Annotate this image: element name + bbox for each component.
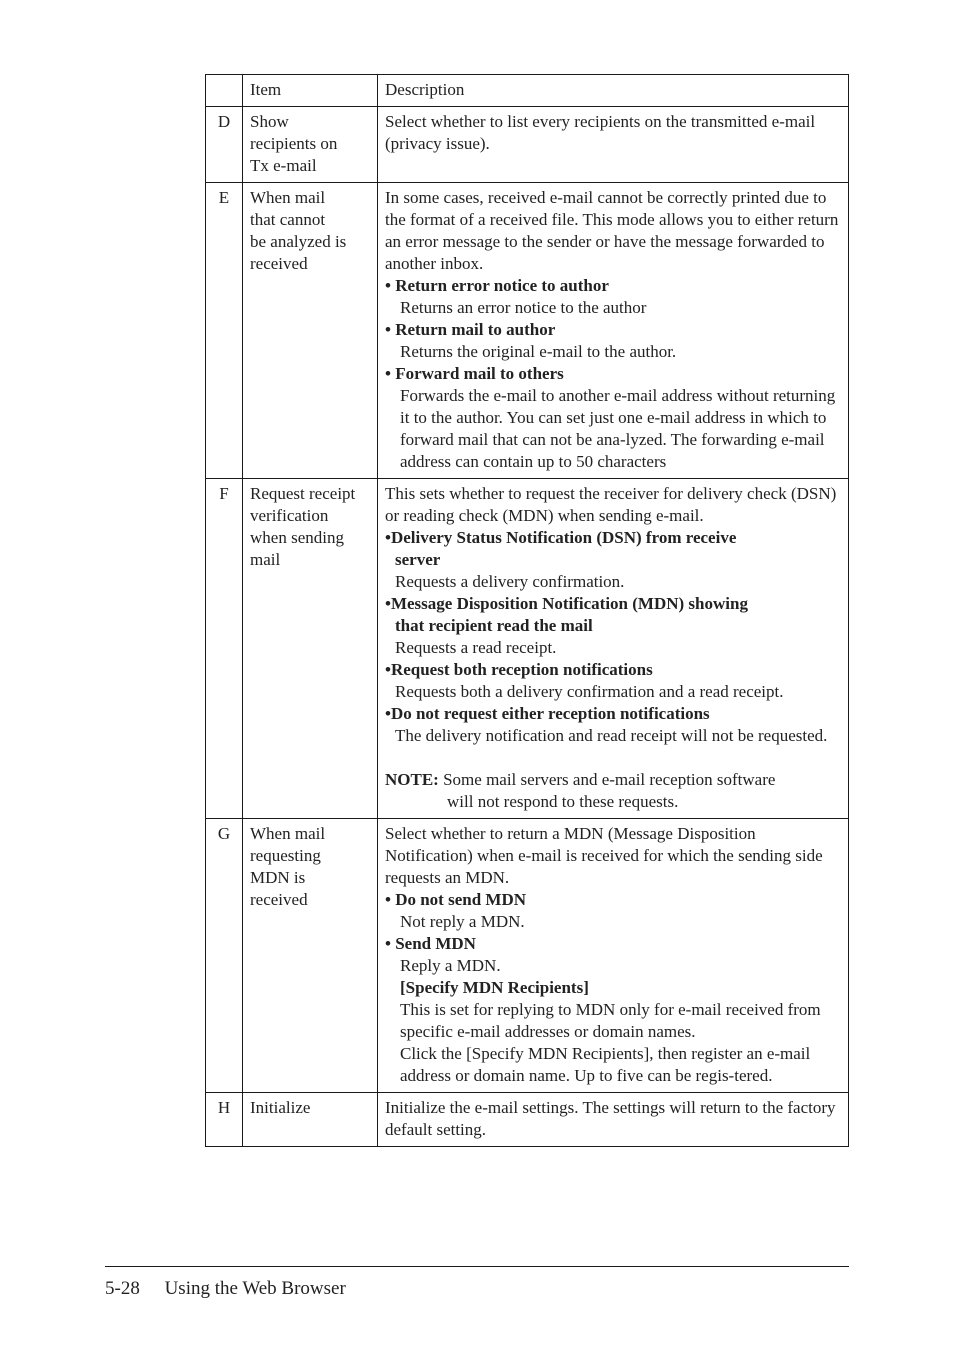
item-line: requesting xyxy=(250,846,321,865)
row-id: H xyxy=(206,1093,243,1147)
row-item xyxy=(243,183,378,479)
option-description: Requests a read receipt. xyxy=(395,638,557,657)
option-title-continued: server xyxy=(395,550,441,569)
option-description: Reply a MDN. xyxy=(400,956,501,975)
row-id: G xyxy=(206,819,243,1093)
item-line: MDN is xyxy=(250,868,306,887)
option-title-continued: that recipient read the mail xyxy=(395,616,593,635)
sub-option-title: [Specify MDN Recipients] xyxy=(400,978,589,997)
row-item xyxy=(243,819,378,1093)
option-description: Not reply a MDN. xyxy=(400,912,525,931)
option-description: Returns an error notice to the author xyxy=(400,298,647,317)
item-line: verification xyxy=(250,506,329,525)
item-line: when sending xyxy=(250,528,344,547)
header-description-cell: Description xyxy=(378,75,849,107)
item-line: received xyxy=(250,890,308,909)
section-title: Using the Web Browser xyxy=(164,1278,346,1299)
option-title: • Send MDN xyxy=(385,934,476,953)
note-label: NOTE: xyxy=(385,770,439,789)
option-title: • Return mail to author xyxy=(385,320,556,339)
item-line: Tx e-mail xyxy=(250,156,317,175)
note-text-line1: Some mail servers and e-mail reception software xyxy=(443,770,776,789)
item-line: mail xyxy=(250,550,281,569)
sub-option-description: Click the [Specify MDN Recipients], then register an e-mail address or domain name. Up to five can be regis-tered. xyxy=(400,1044,811,1085)
note-text-line2: will not respond to these requests. xyxy=(447,792,679,811)
description-text: Initialize the e-mail settings. The settings will return to the factory default setting. xyxy=(385,1098,836,1139)
option-title: •Do not request either reception notifications xyxy=(385,704,710,723)
row-item xyxy=(243,107,378,183)
item-line: When mail xyxy=(250,824,326,843)
option-title: • Do not send MDN xyxy=(385,890,527,909)
item-line: Initialize xyxy=(250,1098,311,1117)
option-description: Returns the original e-mail to the author. xyxy=(400,342,677,361)
table-row xyxy=(206,1093,849,1147)
row-description xyxy=(378,107,849,183)
table-row xyxy=(206,819,849,1093)
table-row xyxy=(206,107,849,183)
row-id: F xyxy=(206,479,243,819)
page-number: 5-28 xyxy=(105,1278,140,1299)
option-title: • Forward mail to others xyxy=(385,364,564,383)
row-description xyxy=(378,479,849,819)
option-title: •Message Disposition Notification (MDN) showing xyxy=(385,594,748,613)
option-description: The delivery notification and read receipt will not be requested. xyxy=(395,726,828,745)
option-title: •Delivery Status Notification (DSN) from receive xyxy=(385,528,737,547)
row-item xyxy=(243,479,378,819)
settings-table xyxy=(205,74,849,1147)
option-description: Forwards the e-mail to another e-mail address without returning it to the author. You can set just one e-mail address in which to forward mail that can not be ana-lyzed. The forwarding e-mail address can contain up to 50 characters xyxy=(400,386,836,471)
description-text: Select whether to return a MDN (Message Disposition Notification) when e-mail is received for which the sending side requests an MDN. xyxy=(385,824,823,887)
option-description: Requests both a delivery confirmation and a read receipt. xyxy=(395,682,784,701)
sub-option-description: This is set for replying to MDN only for e-mail received from specific e-mail addresses or domain names. xyxy=(400,1000,821,1041)
item-line: received xyxy=(250,254,308,273)
description-text: Select whether to list every recipients on the transmitted e-mail (privacy issue). xyxy=(385,112,816,153)
option-title: • Return error notice to author xyxy=(385,276,609,295)
table-header-row xyxy=(206,75,849,107)
row-description xyxy=(378,183,849,479)
item-line: Show xyxy=(250,112,289,131)
table-row xyxy=(206,479,849,819)
row-item xyxy=(243,1093,378,1147)
item-line: recipients on xyxy=(250,134,338,153)
item-line: that cannot xyxy=(250,210,326,229)
note xyxy=(385,769,841,813)
item-line: be analyzed is xyxy=(250,232,347,251)
row-description xyxy=(378,1093,849,1147)
row-id: E xyxy=(206,183,243,479)
option-title: •Request both reception notifications xyxy=(385,660,653,679)
header-item-cell: Item xyxy=(243,75,378,107)
item-line: When mail xyxy=(250,188,326,207)
table-row xyxy=(206,183,849,479)
page-footer xyxy=(105,1278,346,1300)
description-text: In some cases, received e-mail cannot be correctly printed due to the format of a received file. This mode allows you to either return an error message to the sender or have the message forwarded to another inbox. xyxy=(385,188,839,273)
row-id: D xyxy=(206,107,243,183)
row-description xyxy=(378,819,849,1093)
header-id-cell xyxy=(206,75,243,107)
item-line: Request receipt xyxy=(250,484,356,503)
option-description: Requests a delivery confirmation. xyxy=(395,572,625,591)
description-text: This sets whether to request the receiver for delivery check (DSN) or reading check (MDN) when sending e-mail. xyxy=(385,484,837,525)
footer-divider xyxy=(105,1266,849,1267)
